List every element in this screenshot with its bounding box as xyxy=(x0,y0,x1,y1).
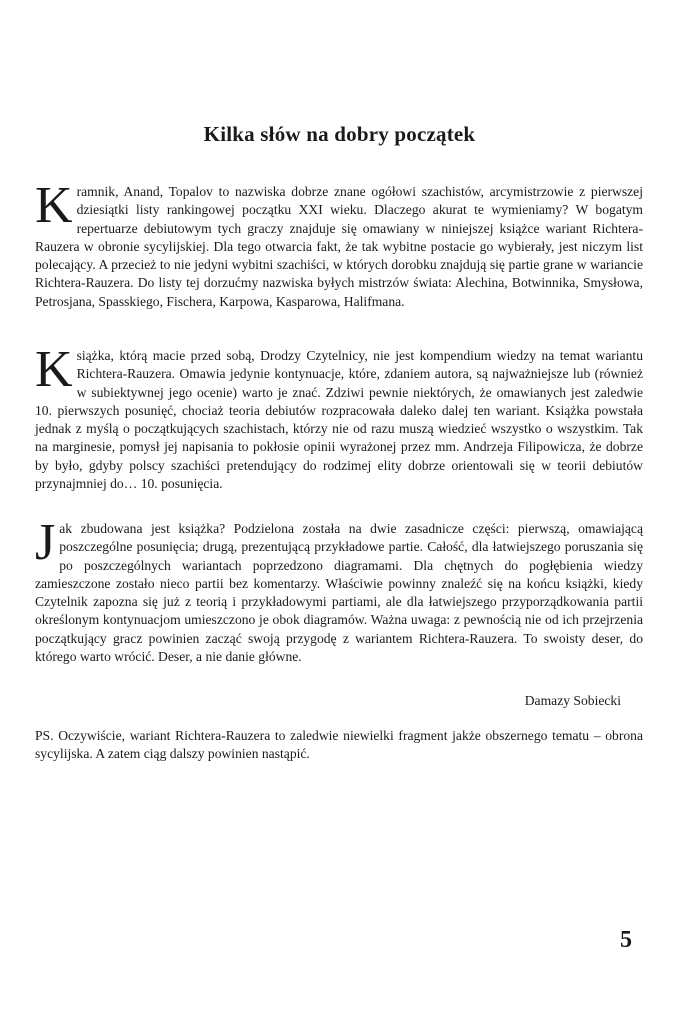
paragraph-text: ramnik, Anand, Topalov to nazwiska dobrze znane ogółowi szachistów, arcymistrzowie z pierwszej dziesiątki listy rankingowej początku XXI wieku. Dlaczego akurat te wymieniamy? W bogatym repertuarze debiutowym tych graczy znajduje się omawiany w niniejszej książce wariant Richtera-Rauzera w obronie sycylijskiej. Dla tego otwarcia fakt, że tak wybitne postacie go wybierały, jest niczym list polecający. A przecież to nie jedyni wybitni szachiści, w których dorobku znajdują się partie grane w wariancie Richtera-Rauzera. Do listy tej dorzućmy nazwiska byłych mistrzów świata: Alechina, Botwinnika, Smysłowa, Petrosjana, Spasskiego, Fischera, Karpowa, Kasparowa, Halifmana. xyxy=(35,184,643,309)
dropcap: K xyxy=(35,177,73,234)
paragraph-text: ak zbudowana jest książka? Podzielona została na dwie zasadnicze części: pierwszą, omawiającą poszczególne posunięcia; drugą, prezentującą przykładowe partie. Całość, dla łatwiejszego poruszania się po poszczególnych wariantach poprzedzono diagramami. Dla chętnych do pogłębienia wiedzy zamieszczone zostało nieco partii bez komentarzy. Właściwie powinny znaleźć się na końcu książki, kiedy Czytelnik zapozna się już z teorią i przykładowymi partiami, ale dla łatwiejszego przyporządkowania partii określonym kontynuacjom umieszczono je obok diagramów. Ważna uwaga: z pewnością nie od ich przejrzenia początkujący gracz powinien zacząć swoją przygodę z wariantem Richtera-Rauzera. To swoisty deser, do którego warto wrócić. Deser, a nie danie główne. xyxy=(35,521,643,665)
paragraph-book-scope xyxy=(35,341,643,493)
paragraph-book-structure xyxy=(35,514,643,666)
author-signature: Damazy Sobiecki xyxy=(524,693,621,708)
page-title: Kilka słów na dobry początek xyxy=(203,122,476,146)
paragraph-text: siążka, którą macie przed sobą, Drodzy Czytelnicy, nie jest kompendium wiedzy na temat wariantu Richtera-Rauzera. Omawia jedynie kontynuacje, które, zdaniem autora, są najważniejsze lub (również w subiektywnej jego ocenie) warto je znać. Zdziwi pewnie niektórych, że omawianych jest zaledwie 10. pierwszych posunięć, chociaż teoria debiutów rozpracowała daleko dalej ten wariant. Książka powstała jednak z myślą o początkujących szachistach, którzy nie od razu muszą wiedzieć wszystko o wszystkim. Tak na marginesie, pomysł jej napisania to pokłosie opinii wyrażonej przez mm. Andrzeja Filipowicza, że dobrze by było, gdyby polscy szachiści pretendujący do rodzimej elity dobrze orientowali się w teorii debiutów przynajmniej do… 10. posunięcia. xyxy=(35,348,643,492)
paragraph-intro xyxy=(35,177,643,311)
postscript: PS. Oczywiście, wariant Richtera-Rauzera to zaledwie niewielki fragment jakże obszernego tematu – obrona sycylijska. A zatem ciąg dalszy powinien nastąpić. xyxy=(35,728,643,762)
dropcap: J xyxy=(35,514,56,571)
dropcap: K xyxy=(35,341,73,398)
page-number: 5 xyxy=(620,927,632,953)
